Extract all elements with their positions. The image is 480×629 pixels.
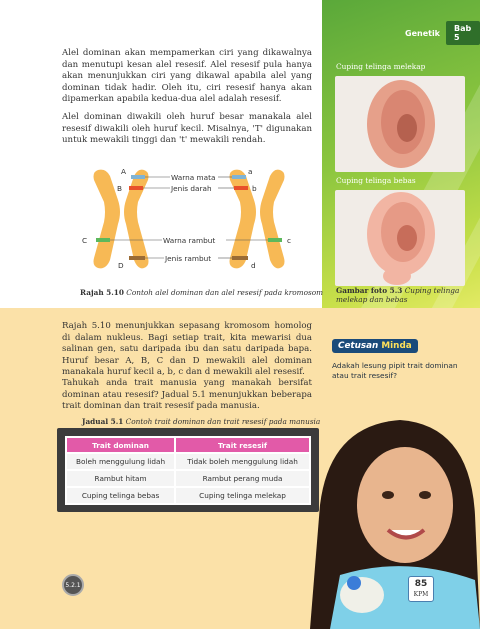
chromosome-diagram <box>58 160 320 278</box>
table-row <box>66 470 310 487</box>
table-row <box>66 453 310 470</box>
page-number: 85 <box>414 579 428 589</box>
table-row <box>66 487 310 504</box>
learning-standard-badge: 5.2.1 <box>62 574 84 596</box>
photo-caption-text: Cuping telinga melekap dan bebas <box>336 286 460 304</box>
page-number-box <box>408 576 434 602</box>
girl-photo <box>310 395 480 629</box>
ear-attached-photo <box>335 76 465 172</box>
diagram-caption <box>80 288 323 297</box>
band-B <box>129 186 143 190</box>
header-recessive: Trait resesif <box>175 437 310 453</box>
publisher-label: KPM <box>413 591 429 598</box>
table-cell: Tidak boleh menggulung lidah <box>175 453 310 470</box>
trait-warna-rambut: Warna rambut <box>163 236 216 245</box>
trait-jenis-rambut: Jenis rambut <box>165 254 212 263</box>
photo-caption <box>336 286 474 304</box>
right-chromosome <box>230 170 285 269</box>
minda-word: Minda <box>381 341 412 351</box>
allele-d-label: d <box>251 261 256 270</box>
header-dominant: Trait dominan <box>66 437 175 453</box>
diagram-caption-text: Contoh alel dominan dan alel resesif pada kromosom <box>126 288 324 297</box>
table-title-text: Contoh trait dominan dan trait resesif pada manusia <box>125 417 321 426</box>
table-title-number: Jadual 5.1 <box>82 417 124 426</box>
ear2-label: Cuping telinga bebas <box>336 176 416 185</box>
allele-B-label: B <box>117 184 123 193</box>
table-header-row <box>66 437 310 453</box>
trait-table <box>65 436 311 505</box>
trait-jenis-darah: Jenis darah <box>171 184 212 193</box>
ear-free-photo <box>335 190 465 286</box>
band-C <box>96 238 110 242</box>
cetusan-minda-question: Adakah lesung pipit trait dominan atau trait resesif? <box>332 361 458 380</box>
paragraph-2: Alel dominan diwakili oleh huruf besar manakala alel resesif diwakili oleh huruf kecil. Misalnya, 'T' digunakan untuk mewakili tinggi dan 't' mewakili rendah. <box>62 112 312 146</box>
section-label: Genetik <box>405 28 440 38</box>
allele-A-label: A <box>121 167 126 176</box>
paragraph-4: Tahukah anda trait manusia yang manakah bersifat dominan atau resesif? Jadual 5.1 menunjukkan beberapa trait dominan dan trait resesif pada manusia. <box>62 378 312 412</box>
allele-D-label: D <box>118 261 124 270</box>
allele-a-label: a <box>248 167 253 176</box>
paragraph-3: Rajah 5.10 menunjukkan sepasang kromosom homolog di dalam nukleus. Bagi setiap trait, kita mewarisi dua salinan gen, satu daripada ibu dan satu daripada bapa. Huruf besar A, B, C dan D mewakili alel dominan manakala huruf kecil a, b, c dan d mewakili alel resesif. <box>62 321 312 378</box>
table-cell: Cuping telinga melekap <box>175 487 310 504</box>
ear1-label: Cuping telinga melekap <box>336 62 426 71</box>
table-cell: Rambut perang muda <box>175 470 310 487</box>
allele-C-label: C <box>82 236 88 245</box>
table-title <box>82 417 320 426</box>
table-cell: Boleh menggulung lidah <box>66 453 175 470</box>
cetusan-minda-heading <box>332 339 418 353</box>
allele-b-label: b <box>252 184 257 193</box>
paragraph-1: Alel dominan akan mempamerkan ciri yang dikawalnya dan menutupi kesan alel resesif. Alel resesif pula hanya akan menunjukkan ciri yang dikawal apabila alel yang dominan tidak hadir. Oleh itu, ciri resesif hanya akan dipamerkan apabila kedua-dua alel adalah resesif. <box>62 48 312 105</box>
chapter-label: Bab 5 <box>446 21 480 45</box>
diagram-caption-number: Rajah 5.10 <box>80 288 124 297</box>
chapter-tab <box>405 24 480 42</box>
table-cell: Cuping telinga bebas <box>66 487 175 504</box>
cetusan-word: Cetusan <box>338 341 379 351</box>
table-cell: Rambut hitam <box>66 470 175 487</box>
trait-warna-mata: Warna mata <box>171 173 216 182</box>
band-A <box>131 175 145 179</box>
allele-c-label: c <box>287 236 292 245</box>
cetusan-minda-box <box>332 333 472 381</box>
trait-table-frame <box>57 428 319 512</box>
band-D <box>129 256 145 260</box>
photo-caption-number: Gambar foto 5.3 <box>336 286 403 295</box>
